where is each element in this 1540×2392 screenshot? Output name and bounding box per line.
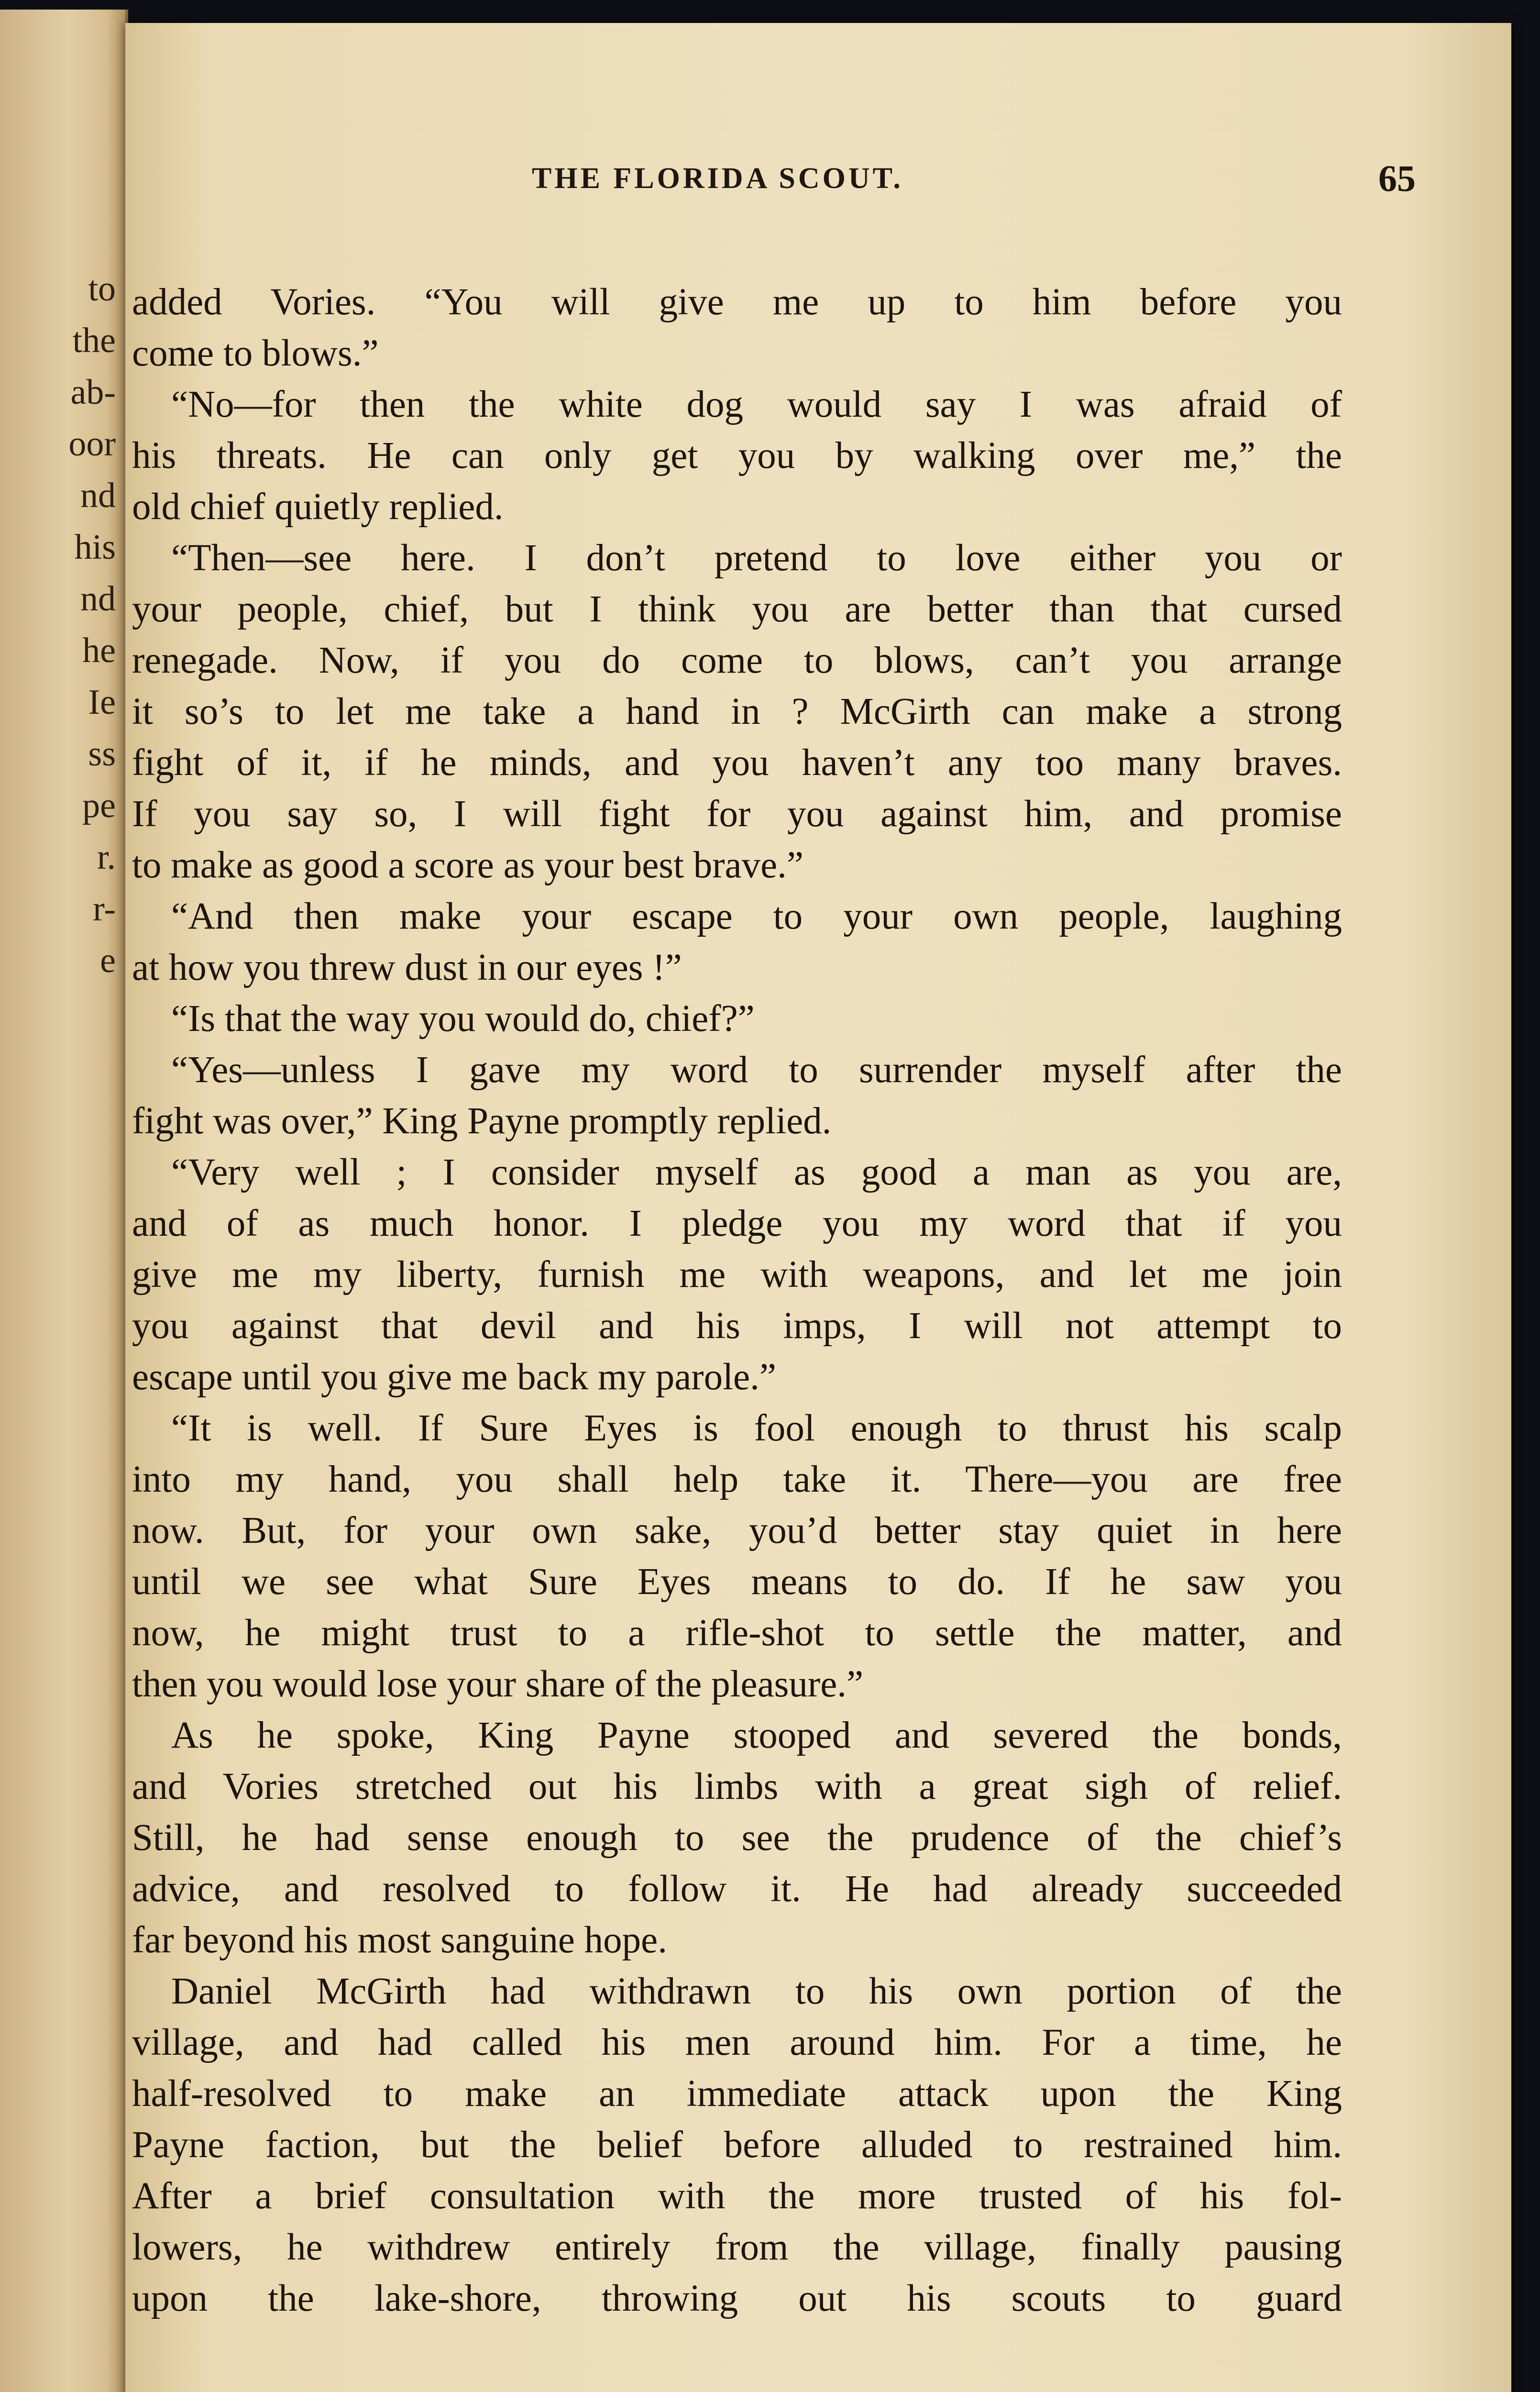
text-line: fight was over,” King Payne promptly replied. bbox=[132, 1100, 832, 1142]
page-header bbox=[125, 157, 1511, 219]
text-line: “Then—see here. I don’t pretend to love either you or bbox=[171, 537, 1342, 579]
left-fragment: r. bbox=[97, 838, 116, 877]
text-line: come to blows.” bbox=[132, 332, 379, 374]
left-page-text-fragments bbox=[68, 263, 116, 986]
text-line: “No—for then the white dog would say I was afraid of bbox=[171, 384, 1342, 425]
text-line: it so’s to let me take a hand in ? McGirth can make a strong bbox=[132, 691, 1342, 732]
text-line: to make as good a score as your best brave.” bbox=[132, 844, 803, 886]
left-fragment: to bbox=[88, 269, 116, 309]
left-fragment: nd bbox=[80, 579, 116, 619]
text-line: renegade. Now, if you do come to blows, can’t you arrange bbox=[132, 640, 1342, 681]
text-line: “Is that the way you would do, chief?” bbox=[171, 998, 755, 1040]
text-line: “It is well. If Sure Eyes is fool enough to thrust his scalp bbox=[171, 1407, 1342, 1449]
left-fragment: Ie bbox=[88, 683, 116, 722]
text-line: “Yes—unless I gave my word to surrender myself after the bbox=[171, 1049, 1342, 1091]
text-line: fight of it, if he minds, and you haven’t any too many braves. bbox=[132, 742, 1342, 784]
running-title: THE FLORIDA SCOUT. bbox=[532, 162, 903, 195]
text-line: your people, chief, but I think you are better than that cursed bbox=[132, 588, 1342, 630]
text-line: Payne faction, but the belief before alluded to restrained him. bbox=[132, 2124, 1342, 2166]
text-line: now. But, for your own sake, you’d better stay quiet in here bbox=[132, 1510, 1342, 1551]
text-line: you against that devil and his imps, I will not attempt to bbox=[132, 1305, 1342, 1347]
text-line: into my hand, you shall help take it. There—you are free bbox=[132, 1459, 1342, 1500]
left-fragment: ss bbox=[88, 734, 116, 774]
left-fragment: nd bbox=[80, 476, 116, 515]
left-fragment: ab- bbox=[70, 373, 116, 412]
left-fragment: oor bbox=[68, 424, 116, 464]
text-line: After a brief consultation with the more trusted of his fol- bbox=[132, 2175, 1342, 2217]
text-line: Still, he had sense enough to see the prudence of the chief’s bbox=[132, 1817, 1342, 1859]
text-line: lowers, he withdrew entirely from the village, finally pausing bbox=[132, 2226, 1342, 2268]
text-line: until we see what Sure Eyes means to do. If he saw you bbox=[132, 1561, 1342, 1603]
text-line: far beyond his most sanguine hope. bbox=[132, 1919, 667, 1961]
body-text bbox=[132, 277, 1342, 2324]
text-line: If you say so, I will fight for you against him, and promise bbox=[132, 793, 1342, 835]
left-fragment: e bbox=[100, 941, 116, 980]
text-line: upon the lake-shore, throwing out his scouts to guard bbox=[132, 2278, 1342, 2319]
text-line: at how you threw dust in our eyes !” bbox=[132, 947, 682, 988]
left-fragment: the bbox=[72, 321, 116, 360]
text-line: old chief quietly replied. bbox=[132, 486, 504, 528]
left-fragment: pe bbox=[82, 786, 116, 825]
left-fragment: he bbox=[82, 631, 116, 670]
text-line: advice, and resolved to follow it. He had already succeeded bbox=[132, 1868, 1342, 1910]
text-line: and of as much honor. I pledge you my word that if you bbox=[132, 1203, 1342, 1244]
text-line: give me my liberty, furnish me with weapons, and let me join bbox=[132, 1254, 1342, 1296]
text-line: As he spoke, King Payne stooped and severed the bonds, bbox=[171, 1715, 1342, 1756]
text-line: then you would lose your share of the pleasure.” bbox=[132, 1663, 864, 1705]
text-line: his threats. He can only get you by walking over me,” the bbox=[132, 435, 1342, 476]
text-line: village, and had called his men around him. For a time, he bbox=[132, 2022, 1342, 2063]
text-line: and Vories stretched out his limbs with a great sigh of relief. bbox=[132, 1766, 1342, 1807]
text-line: escape until you give me back my parole.” bbox=[132, 1356, 776, 1398]
text-line: Daniel McGirth had withdrawn to his own portion of the bbox=[171, 1971, 1342, 2012]
text-line: “Very well ; I consider myself as good a man as you are, bbox=[171, 1152, 1342, 1193]
text-line: now, he might trust to a rifle-shot to settle the matter, and bbox=[132, 1612, 1342, 1654]
text-line: “And then make your escape to your own people, laughing bbox=[171, 896, 1342, 937]
text-line: added Vories. “You will give me up to him before you bbox=[132, 281, 1342, 323]
page-number: 65 bbox=[1378, 157, 1416, 199]
left-page-edge bbox=[0, 10, 128, 2392]
book-page bbox=[125, 23, 1511, 2392]
left-fragment: r- bbox=[93, 889, 116, 929]
left-fragment: his bbox=[74, 528, 116, 567]
text-line: half-resolved to make an immediate attack upon the King bbox=[132, 2073, 1342, 2115]
